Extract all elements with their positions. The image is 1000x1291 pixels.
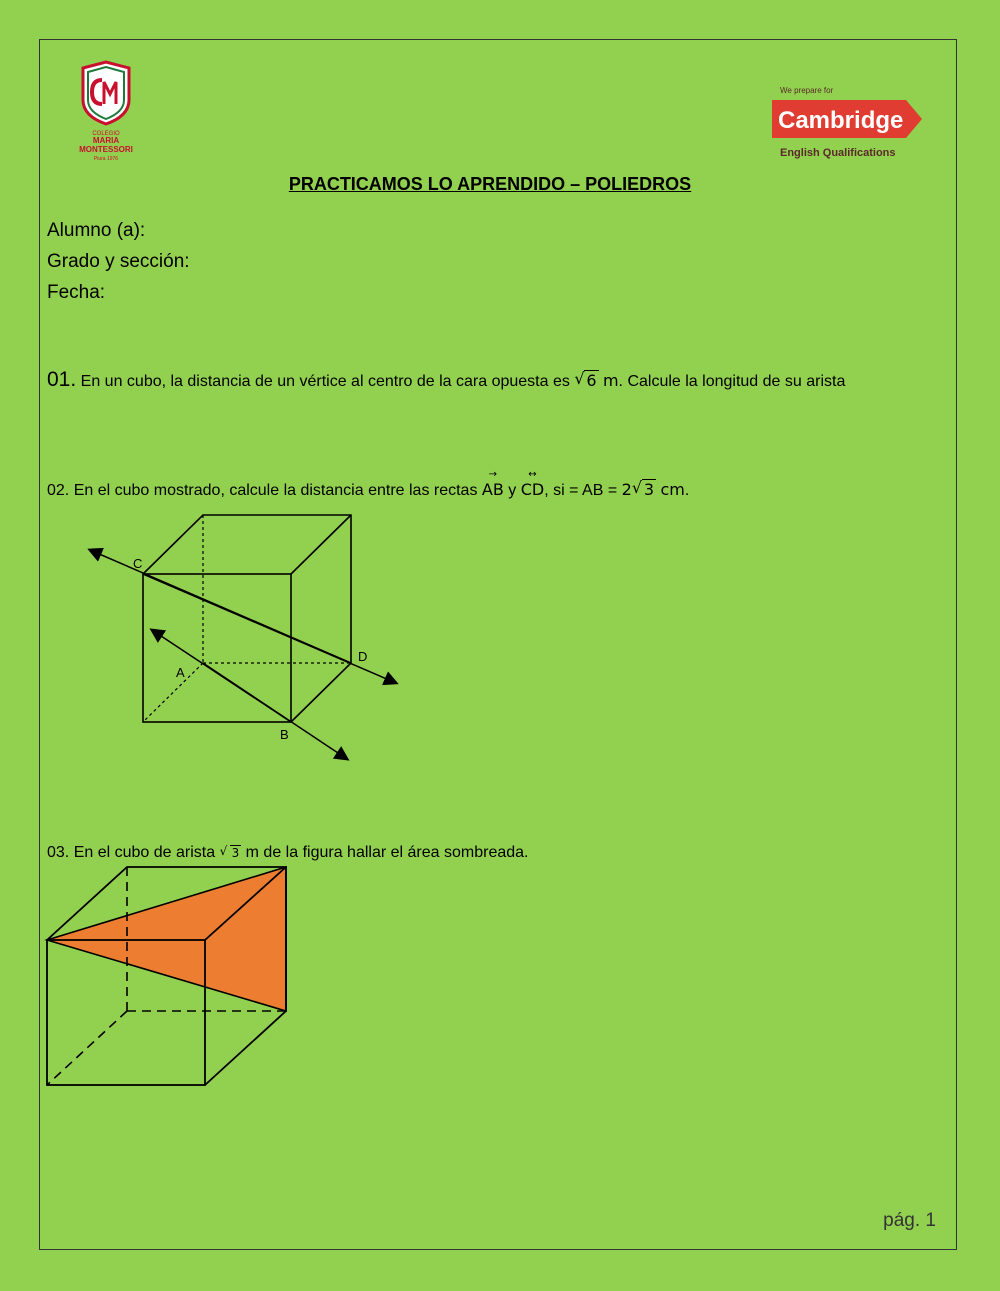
q2-text-mid: , si = AB = bbox=[544, 482, 618, 499]
q2-line2: CD bbox=[520, 480, 545, 499]
cube-figure-q2 bbox=[80, 505, 410, 770]
q2-line1: AB bbox=[481, 480, 504, 499]
q3-prefix: 03. En el cubo de arista bbox=[47, 844, 216, 861]
question-1 bbox=[47, 368, 845, 392]
q2-end: . bbox=[684, 482, 690, 499]
q2-coef: 2 bbox=[621, 480, 632, 499]
q1-unit: m bbox=[602, 371, 619, 390]
q3-suffix: m de la figura hallar el área sombreada. bbox=[245, 844, 529, 861]
label-c: C bbox=[133, 556, 143, 571]
q1-number: 01. bbox=[47, 368, 77, 391]
cube-front-face bbox=[143, 574, 291, 722]
cambridge-sub: English Qualifications bbox=[780, 147, 896, 159]
q2-and: y bbox=[508, 482, 517, 499]
logo-text-4: Piura 1976 bbox=[93, 156, 119, 162]
question-2 bbox=[47, 469, 690, 500]
cube-top-right-edge bbox=[291, 515, 351, 574]
logo-text-1: COLEGIO bbox=[92, 131, 120, 137]
student-field-label: Alumno (a): bbox=[47, 220, 146, 241]
q3-sqrt: √ 3 bbox=[219, 844, 240, 860]
q3-radicand: 3 bbox=[231, 846, 240, 860]
cambridge-top-text: We prepare for bbox=[780, 86, 834, 95]
q1-text: En un cubo, la distancia de un vértice al centro de la cara opuesta es bbox=[80, 373, 570, 390]
date-field-label: Fecha: bbox=[47, 282, 106, 303]
page-number: pág. 1 bbox=[883, 1210, 936, 1231]
q2-radicand: 3 bbox=[643, 480, 654, 499]
q2-unit: cm bbox=[660, 480, 685, 499]
school-logo bbox=[66, 60, 146, 172]
shaded-triangle bbox=[47, 867, 286, 1011]
page-title: PRACTICAMOS LO APRENDIDO – POLIEDROS bbox=[288, 174, 692, 194]
cambridge-logo bbox=[772, 84, 928, 160]
q2-text: 02. En el cubo mostrado, calcule la distancia entre las rectas bbox=[47, 482, 478, 499]
q1-sqrt: √ 6 bbox=[574, 369, 597, 390]
q1-text-after: . Calcule la longitud de su arista bbox=[618, 373, 846, 390]
line-ab-down bbox=[203, 663, 347, 759]
label-a: A bbox=[176, 665, 185, 680]
label-b: B bbox=[280, 727, 289, 742]
label-d: D bbox=[358, 649, 368, 664]
cube-figure-q3 bbox=[40, 860, 300, 1095]
grade-field-label: Grado y sección: bbox=[47, 251, 190, 272]
logo-text-2: MARIA bbox=[92, 136, 120, 145]
q2-sqrt: √ 3 bbox=[631, 478, 654, 499]
logo-text-3: MONTESSORI bbox=[79, 145, 133, 154]
q2-line-cd: ↔ CD bbox=[520, 469, 545, 499]
cambridge-name: Cambridge bbox=[778, 107, 904, 134]
q2-ray-ab: → AB bbox=[481, 469, 504, 499]
q1-radicand: 6 bbox=[586, 371, 597, 390]
